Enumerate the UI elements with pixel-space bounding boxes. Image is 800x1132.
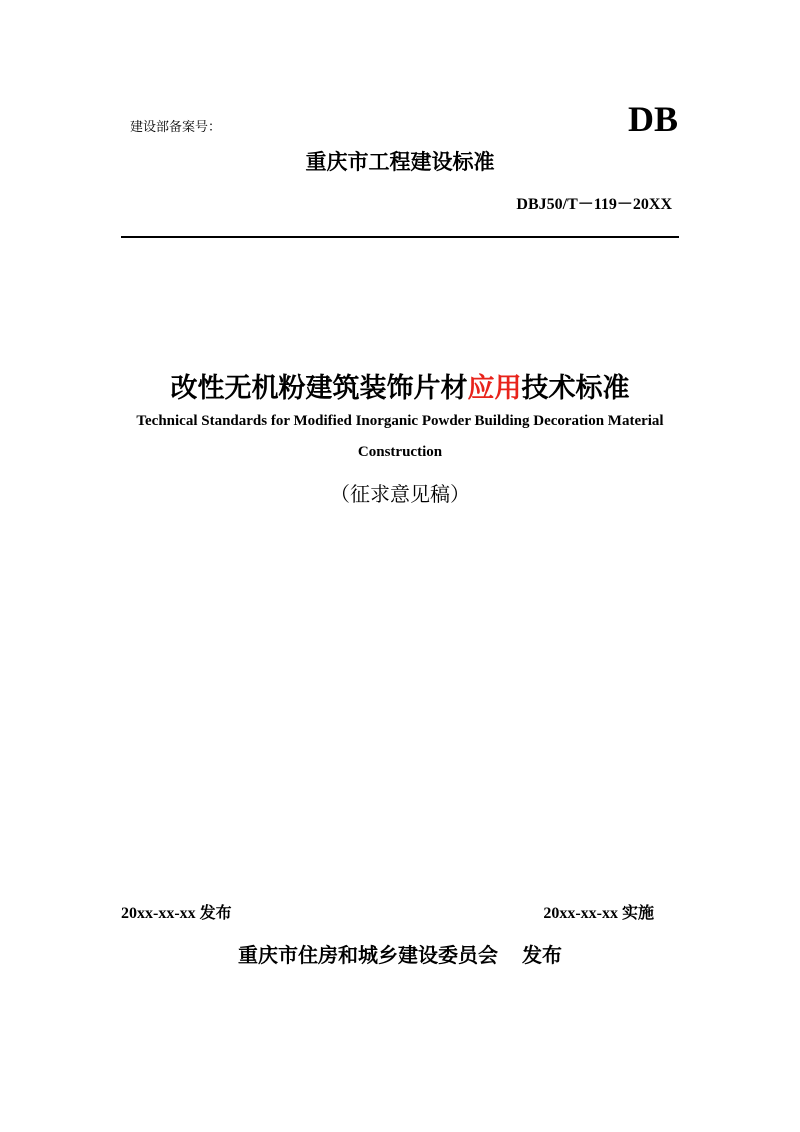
english-title-line-2: Construction bbox=[357, 444, 443, 460]
publish-date-value: 20xx-xx-xx bbox=[121, 905, 196, 922]
title-part-3: 技术标准 bbox=[521, 373, 630, 404]
draft-note: （征求意见稿） bbox=[330, 482, 470, 506]
db-mark: DB bbox=[627, 99, 678, 139]
publish-label: 发布 bbox=[199, 903, 232, 922]
issuer-action: 发布 bbox=[522, 943, 562, 967]
header-divider bbox=[121, 236, 679, 238]
standard-code: DBJ50/T－119－20XX bbox=[516, 196, 672, 213]
english-title-line-1: Technical Standards for Modified Inorganic Powder Building Decoration Material bbox=[136, 413, 664, 429]
issuer-line bbox=[0, 939, 800, 968]
implement-date bbox=[543, 900, 654, 923]
implement-label: 实施 bbox=[621, 903, 654, 922]
title-part-1: 改性无机粉建筑装饰片材 bbox=[170, 373, 468, 404]
document-title bbox=[0, 366, 800, 405]
title-highlight: 应用 bbox=[467, 373, 522, 404]
publish-date bbox=[121, 900, 232, 923]
series-title: 重庆市工程建设标准 bbox=[305, 150, 495, 174]
issuer-name: 重庆市住房和城乡建设委员会 bbox=[238, 943, 498, 967]
implement-date-value: 20xx-xx-xx bbox=[543, 905, 618, 922]
filing-number-label: 建设部备案号： bbox=[130, 120, 222, 135]
